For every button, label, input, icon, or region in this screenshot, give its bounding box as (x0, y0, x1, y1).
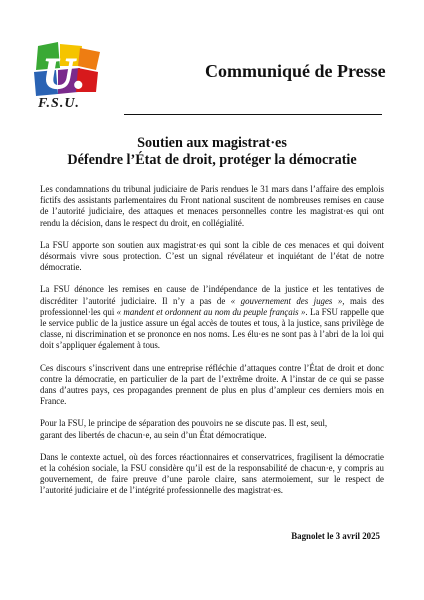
paragraph-3-part-a: La FSU dénonce les remises en cause de l’indépendance de la justice et les tentatives de discréditer l’autorité judiciaire. Il n’y a pas de (40, 284, 384, 306)
document-type-heading: Communiqué de Presse (205, 61, 386, 81)
press-release-body (40, 184, 384, 508)
press-release-title (40, 135, 384, 169)
paragraph-2: La FSU apporte son soutien aux magistrat·es qui sont la cible de ces menaces et qui doivent désormais vivre sous protection. C’est un signal révélateur et inquiétant de l’état de notre démocratie. (40, 239, 384, 273)
paragraph-5-line-2: garant des libertés de chacun·e, au sein d’un État démocratique. (40, 429, 267, 440)
paragraph-3-part-c: . La FSU rappelle que le service public de la justice assure un égal accès de toutes et tous, à la justice, sans privilège de classe, ni discrimination et se prononce en nos noms. Les élu·es ne sont pas à l’abri de la loi qui doit s’appliquer également à tous. (40, 306, 384, 351)
paragraph-4: Ces discours s’inscrivent dans une entreprise réfléchie d’attaques contre l’État de droit et donc contre la démocratie, en particulier de la part de l’extrême droite. A l’instar de ce qui se passe dans d’autres pays, ces propagandes prennent de plus en plus d’ampleur ces derniers mois en France. (40, 362, 384, 407)
place-and-date: Bagnolet le 3 avril 2025 (291, 531, 380, 541)
paragraph-3 (40, 284, 384, 351)
svg-text:U.: U. (42, 49, 86, 98)
paragraph-5-line-1: Pour la FSU, le principe de séparation des pouvoirs ne se discute pas. Il est, seul, (40, 418, 328, 429)
paragraph-5 (40, 418, 384, 440)
paragraph-3-part-b: , mais des professionnel·les qui (40, 295, 385, 317)
paragraph-1: Les condamnations du tribunal judiciaire de Paris rendues le 31 mars dans l’affaire des emplois fictifs des assistants parlementaires du Front national suscitent de nombreuses remises en cause de l’autorité judiciaire, des attaques et menaces personnelles contre les magistrat·es qui ont rendu la décision, dans le respect du droit, en collégialité. (40, 184, 384, 228)
header-divider (124, 114, 382, 115)
title-line-2: Défendre l’État de droit, protéger la démocratie (67, 152, 357, 168)
quote-gouvernement-des-juges: « gouvernement des juges » (230, 295, 343, 306)
paragraph-6: Dans le contexte actuel, où des forces réactionnaires et conservatrices, fragilisent la démocratie et la cohésion sociale, la FSU considère qu’il est de la responsabilité de chacun·e, y compris au gouvernement, de faire preuve d’une parole claire, sans atermoiement, sur le respect de l’autorité judiciaire et de l’intégrité professionnelle des magistrat·es. (40, 451, 384, 496)
title-line-1: Soutien aux magistrat·es (137, 135, 287, 151)
quote-au-nom-du-peuple: « mandent et ordonnent au nom du peuple français » (116, 306, 306, 317)
logo-wordmark: F.S.U. (38, 96, 80, 111)
